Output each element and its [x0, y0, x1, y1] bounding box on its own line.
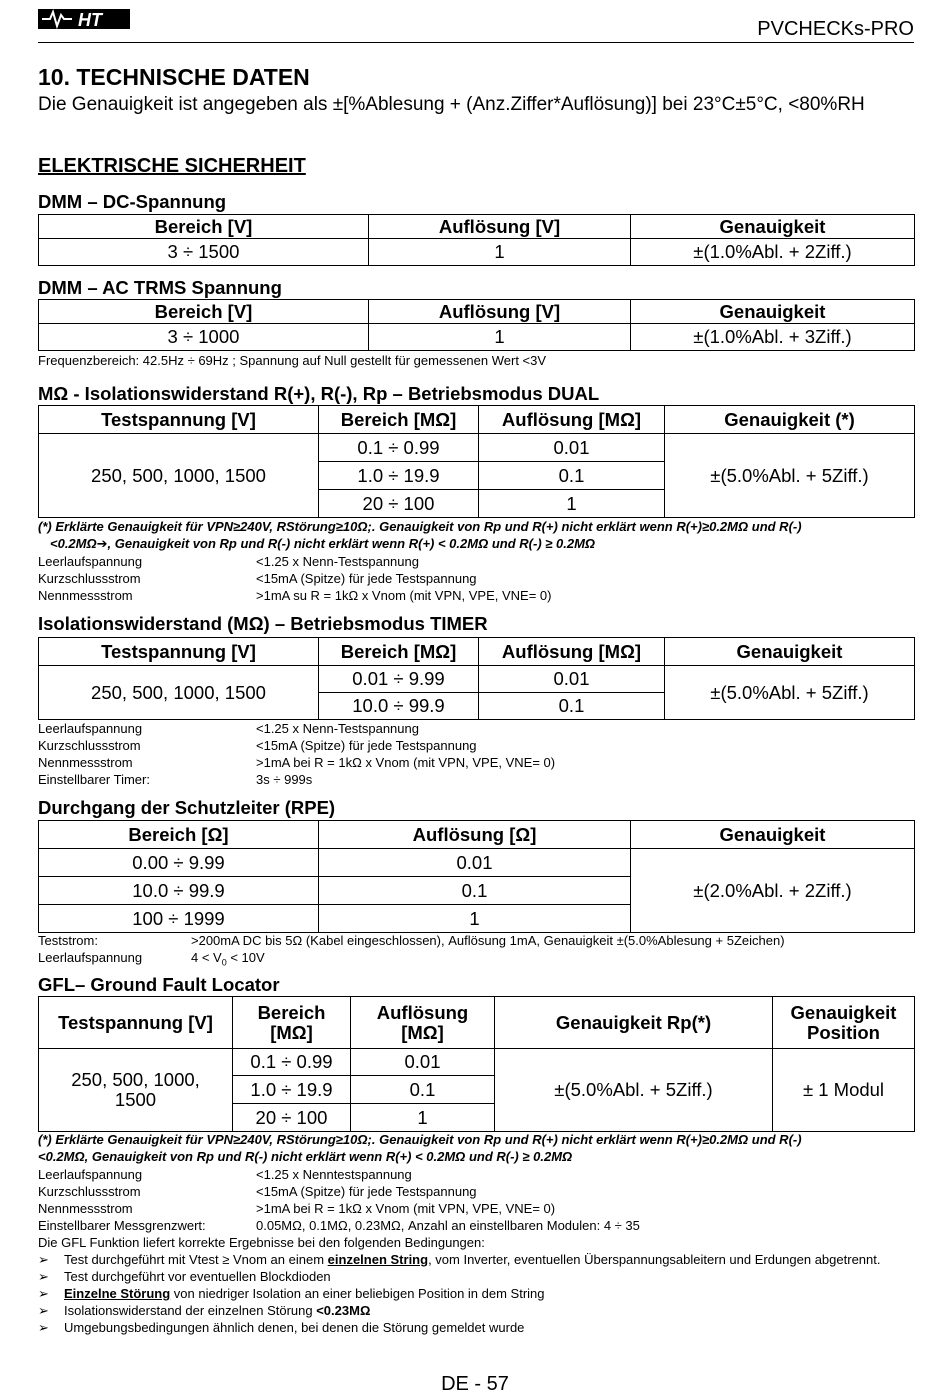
footnote-line: (*) Erklärte Genauigkeit für VPN≥240V, RStörung≥10Ω;. Genauigkeit von Rp und R(+) nicht erklärt wenn R(+)≥0.2MΩ und R(-) [38, 519, 802, 534]
spec-row [38, 1183, 485, 1200]
table-cell: 1 [369, 324, 631, 351]
table-cell: 0.00 ÷ 9.99 [39, 849, 319, 877]
spec-key: Kurzschlussstrom [38, 738, 141, 753]
accuracy-position-cell: ± 1 Modul [773, 1049, 915, 1132]
footnote-line: (*) Erklärte Genauigkeit für VPN≥240V, RStörung≥10Ω;. Genauigkeit von Rp und R(+) nicht erklärt wenn R(+)≥0.2MΩ und R(-) [38, 1132, 802, 1147]
table-cell: 0.1 [351, 1076, 495, 1104]
test-voltage-cell: 250, 500, 1000, 1500 [39, 666, 319, 720]
spec-key: Leerlaufspannung [38, 554, 143, 569]
table-cell: 0.1 ÷ 0.99 [233, 1049, 351, 1076]
header-resolution: Auflösung [V] [369, 300, 631, 324]
spec-key: Kurzschlussstrom [38, 1184, 141, 1199]
table-cell: 0.1 [319, 877, 631, 905]
dmm-ac-table [38, 299, 915, 351]
table-cell: 0.01 [479, 434, 665, 462]
spec-key: Nennmessstrom [38, 1201, 133, 1216]
header-accuracy: Genauigkeit [665, 638, 915, 666]
spec-row [38, 1200, 556, 1217]
header-accuracy: Genauigkeit [631, 300, 915, 324]
header-resolution: Auflösung [Ω] [319, 821, 631, 849]
intro-text: Die Genauigkeit ist angegeben als ±[%Ablesung + (Anz.Ziffer*Auflösung)] bei 23°C±5°C, <80%RH [38, 94, 865, 115]
list-item [38, 1251, 914, 1268]
iso-timer-table [38, 637, 915, 720]
table-cell: 0.1 ÷ 0.99 [319, 434, 479, 462]
table-cell: 3 ÷ 1000 [39, 324, 369, 351]
spec-value: <15mA (Spitze) für jede Testspannung [256, 738, 477, 753]
table-cell: 0.01 [351, 1049, 495, 1076]
spec-value [191, 949, 265, 972]
iso-timer-specs [38, 720, 556, 788]
accuracy-cell: ±(5.0%Abl. + 5Ziff.) [665, 666, 915, 720]
gfl-title: GFL– Ground Fault Locator [38, 974, 280, 995]
spec-value: <15mA (Spitze) für jede Testspannung [256, 1184, 477, 1199]
header-resolution: Auflösung [V] [369, 215, 631, 239]
ht-logo [38, 7, 130, 31]
list-item [38, 1302, 914, 1319]
electrical-safety-heading: ELEKTRISCHE SICHERHEIT [38, 155, 306, 177]
spec-row [38, 754, 556, 771]
item-text: Umgebungsbedingungen ähnlich denen, bei denen die Störung gemeldet wurde [64, 1320, 525, 1335]
spec-row [38, 1217, 640, 1234]
spec-value: >1mA bei R = 1kΩ x Vnom (mit VPN, VPE, VNE= 0) [256, 755, 556, 770]
header-line: Auflösung [376, 1001, 469, 1023]
table-cell: 1 [351, 1104, 495, 1132]
spec-value: <1.25 x Nenn-Testspannung [256, 554, 419, 569]
arrow-bullet-icon: ➢ [38, 1286, 49, 1301]
footnote-line: <0.2MΩ, Genauigkeit von Rp und R(-) nicht erklärt wenn R(+) < 0.2MΩ und R(-) ≥ 0.2MΩ [38, 1149, 573, 1164]
header-range: Bereich [MΩ] [319, 406, 479, 434]
conditions-list [38, 1251, 914, 1336]
header-resolution: Auflösung [MΩ] [479, 406, 665, 434]
header-line: [MΩ] [401, 1021, 444, 1043]
header-range [233, 997, 351, 1049]
header-resolution: Auflösung [MΩ] [479, 638, 665, 666]
spec-key: Nennmessstrom [38, 588, 133, 603]
item-text: von niedriger Isolation an einer beliebigen Position in dem String [170, 1286, 545, 1301]
conditions-intro: Die GFL Funktion liefert korrekte Ergebnisse bei den folgenden Bedingungen: [38, 1235, 485, 1250]
spec-value: <15mA (Spitze) für jede Testspannung [256, 571, 477, 586]
spec-key: Einstellbarer Timer: [38, 772, 150, 787]
table-cell: 0.01 [319, 849, 631, 877]
iso-dual-specs [38, 553, 552, 604]
item-emphasis: einzelnen String [327, 1252, 429, 1267]
header-range: Bereich [V] [39, 215, 369, 239]
arrow-bullet-icon: ➢ [38, 1252, 49, 1267]
spec-row [38, 553, 419, 570]
header-accuracy: Genauigkeit (*) [665, 406, 915, 434]
table-cell: 20 ÷ 100 [233, 1104, 351, 1132]
table-cell: 1.0 ÷ 19.9 [233, 1076, 351, 1104]
header-range: Bereich [V] [39, 300, 369, 324]
spec-value-part: < 10V [226, 950, 265, 965]
spec-value: >200mA DC bis 5Ω (Kabel eingeschlossen), Auflösung 1mA, Genauigkeit ±(5.0%Ablesung + 5Zeichen) [191, 933, 785, 948]
header-test-voltage: Testspannung [V] [39, 638, 319, 666]
iso-dual-title: MΩ - Isolationswiderstand R(+), R(-), Rp – Betriebsmodus DUAL [38, 383, 600, 404]
spec-row [38, 771, 313, 788]
list-item [38, 1285, 914, 1302]
list-item [38, 1268, 914, 1285]
table-cell: 1 [369, 239, 631, 266]
spec-value: 0.05MΩ, 0.1MΩ, 0.23MΩ, Anzahl an einstellbaren Modulen: 4 ÷ 35 [256, 1218, 640, 1233]
spec-key: Einstellbarer Messgrenzwert: [38, 1218, 206, 1233]
spec-key: Kurzschlussstrom [38, 571, 141, 586]
spec-row [38, 949, 265, 968]
rpe-title: Durchgang der Schutzleiter (RPE) [38, 797, 336, 818]
spec-value: >1mA bei R = 1kΩ x Vnom (mit VPN, VPE, VNE= 0) [256, 1201, 556, 1216]
header-accuracy-rp: Genauigkeit Rp(*) [495, 997, 773, 1049]
item-emphasis: <0.23MΩ [316, 1303, 371, 1318]
header-line: Position [807, 1021, 880, 1043]
arrow-bullet-icon: ➢ [38, 1303, 49, 1318]
spec-row [38, 932, 785, 949]
accuracy-cell: ±(2.0%Abl. + 2Ziff.) [631, 849, 915, 933]
table-cell: ±(1.0%Abl. + 3Ziff.) [631, 324, 915, 351]
dmm-ac-title: DMM – AC TRMS Spannung [38, 277, 282, 298]
list-item [38, 1319, 914, 1336]
spec-key: Nennmessstrom [38, 755, 133, 770]
table-cell: 0.1 [479, 693, 665, 720]
table-cell: 10.0 ÷ 99.9 [319, 693, 479, 720]
section-title: 10. TECHNISCHE DATEN [38, 64, 310, 90]
footnote-line: <0.2MΩ➔, Genauigkeit von Rp und R(-) nicht erklärt wenn R(+) < 0.2MΩ und R(-) ≥ 0.2MΩ [50, 536, 596, 551]
table-cell: 3 ÷ 1500 [39, 239, 369, 266]
header-accuracy-position [773, 997, 915, 1049]
test-voltage-cell [39, 1049, 233, 1132]
iso-dual-table [38, 405, 915, 518]
cell-line: 250, 500, 1000, [71, 1069, 200, 1090]
table-cell: 1 [319, 905, 631, 933]
accuracy-cell: ±(5.0%Abl. + 5Ziff.) [665, 434, 915, 518]
header-test-voltage: Testspannung [V] [39, 406, 319, 434]
page-header [38, 4, 914, 43]
spec-value: <1.25 x Nenn-Testspannung [256, 721, 419, 736]
svg-text:HT: HT [78, 10, 102, 30]
header-line: Genauigkeit [790, 1001, 897, 1023]
header-line: [MΩ] [270, 1021, 313, 1043]
spec-value: >1mA su R = 1kΩ x Vnom (mit VPN, VPE, VNE= 0) [256, 588, 552, 603]
spec-key: Leerlaufspannung [38, 1167, 143, 1182]
header-accuracy: Genauigkeit [631, 215, 915, 239]
footnote [38, 518, 914, 552]
rpe-table [38, 820, 915, 933]
item-text: Isolationswiderstand der einzelnen Störung [64, 1303, 317, 1318]
page-number: DE - 57 [441, 1373, 509, 1395]
frequency-note: Frequenzbereich: 42.5Hz ÷ 69Hz ; Spannung auf Null gestellt für gemessenen Wert <3V [38, 353, 547, 368]
table-cell: 1 [479, 490, 665, 518]
subscript: 0 [221, 957, 227, 968]
table-cell: ±(1.0%Abl. + 2Ziff.) [631, 239, 915, 266]
item-emphasis: Einzelne Störung [64, 1286, 171, 1301]
header-accuracy: Genauigkeit [631, 821, 915, 849]
footnote [38, 1131, 914, 1165]
item-text: , vom Inverter, eventuellen Überspannungsableitern und Erdungen abgetrennt. [428, 1252, 881, 1267]
spec-value: 3s ÷ 999s [256, 772, 313, 787]
table-cell: 20 ÷ 100 [319, 490, 479, 518]
spec-row [38, 1166, 485, 1183]
table-cell: 1.0 ÷ 19.9 [319, 462, 479, 490]
arrow-bullet-icon: ➢ [38, 1269, 49, 1284]
header-range: Bereich [MΩ] [319, 638, 479, 666]
spec-value-part: 4 < V [191, 950, 222, 965]
item-text: Test durchgeführt vor eventuellen Blockdioden [64, 1269, 331, 1284]
gfl-table [38, 996, 915, 1132]
spec-key: Teststrom: [38, 933, 98, 948]
spec-row [38, 720, 419, 737]
spec-row [38, 587, 552, 604]
spec-row [38, 570, 477, 587]
spec-key: Leerlaufspannung [38, 950, 143, 965]
header-line: Bereich [257, 1001, 326, 1023]
table-cell: 0.1 [479, 462, 665, 490]
table-cell: 10.0 ÷ 99.9 [39, 877, 319, 905]
rpe-specs [38, 932, 785, 968]
spec-key: Leerlaufspannung [38, 721, 143, 736]
gfl-specs [38, 1166, 640, 1251]
arrow-bullet-icon: ➢ [38, 1320, 49, 1335]
cell-line: 1500 [114, 1089, 157, 1110]
test-voltage-cell: 250, 500, 1000, 1500 [39, 434, 319, 518]
model-name: PVCHECKs-PRO [757, 18, 914, 40]
header-resolution [351, 997, 495, 1049]
dmm-dc-table [38, 214, 915, 266]
spec-row [38, 737, 477, 754]
item-text: Test durchgeführt mit Vtest ≥ Vnom an einem [64, 1252, 328, 1267]
table-cell: 0.01 ÷ 9.99 [319, 666, 479, 693]
table-cell: 100 ÷ 1999 [39, 905, 319, 933]
spec-value: <1.25 x Nenntestspannung [256, 1167, 412, 1182]
table-cell: 0.01 [479, 666, 665, 693]
dmm-dc-title: DMM – DC-Spannung [38, 191, 227, 212]
header-test-voltage: Testspannung [V] [39, 997, 233, 1049]
header-range: Bereich [Ω] [39, 821, 319, 849]
iso-timer-title: Isolationswiderstand (MΩ) – Betriebsmodus TIMER [38, 613, 488, 634]
accuracy-rp-cell: ±(5.0%Abl. + 5Ziff.) [495, 1049, 773, 1132]
